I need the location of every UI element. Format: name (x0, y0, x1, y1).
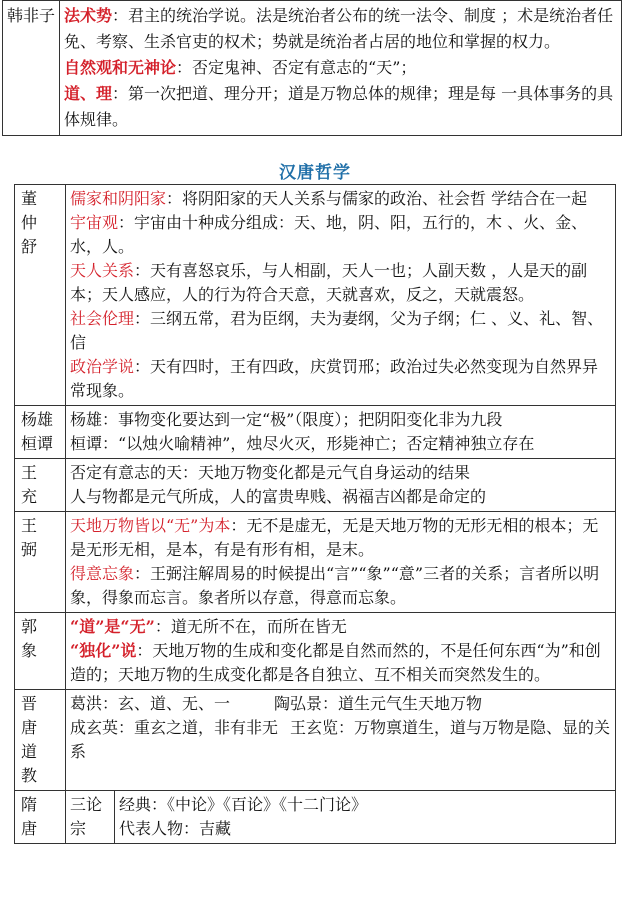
name-char: 董 (21, 189, 38, 208)
term-text: ：君主的统治学说。法是统治者公布的统一法令、制度 ；术是统治者任免、考察、生杀官吏的权术；势就是统治者占居的地位和掌握的权力。 (64, 6, 614, 51)
content-item: 王玄览：万物禀道生，道与万物是隐、显的关系 (70, 718, 611, 761)
philosopher-content (60, 1, 622, 136)
name-char: 道 (21, 742, 38, 761)
table-row (15, 512, 616, 613)
philosopher-name (15, 459, 66, 512)
term-text: ：道无所不在，而所在皆无 (154, 617, 347, 636)
term-label: “道”是“无” (70, 617, 155, 636)
name-char: 唐 (21, 718, 38, 737)
philosopher-name (15, 406, 66, 459)
term-label: 天地万物皆以“无”为本 (70, 516, 231, 535)
name-char: 晋 (21, 694, 38, 713)
philosopher-content (66, 512, 616, 613)
term-label: 社会伦理 (70, 309, 135, 328)
daoli-entry (64, 81, 617, 133)
name-text: 桓谭 (21, 434, 54, 453)
philosopher-name: 韩非子 (3, 1, 60, 136)
school-content (115, 791, 616, 844)
table-row (15, 791, 616, 844)
content-line: 杨雄：事物变化要达到一定“极”（限度）；把阴阳变化非为九段 (70, 410, 503, 429)
name-char: 弼 (21, 540, 38, 559)
name-char: 王 (21, 463, 38, 482)
name-text: 杨雄 (21, 410, 54, 429)
content-line: 人与物都是元气所成，人的富贵卑贱、祸福吉凶都是命定的 (70, 487, 487, 506)
content-line: 经典：《中论》《百论》《十二门论》 (119, 795, 368, 814)
philosopher-content (66, 185, 616, 406)
term-label: 法术势 (64, 6, 113, 25)
school-char: 三论 (70, 795, 103, 814)
name-char: 仲 (21, 213, 38, 232)
term-text: ：天地万物的生成和变化都是自然而然的，不是任何东西“为”和创造的；天地万物的生成变化都是各自独立、互不相关而突然发生的。 (70, 641, 601, 684)
content-line: 否定有意志的天：天地万物变化都是元气自身运动的结果 (70, 463, 471, 482)
term-label: 天人关系 (70, 261, 135, 280)
term-text: ：三纲五常，君为臣纲，夫为妻纲，父为子纲；仁 、义、礼、智、信 (70, 309, 604, 352)
term-text: ：将阴阳家的天人关系与儒家的政治、社会哲 学结合在一起 (166, 189, 588, 208)
philosopher-name (15, 791, 66, 844)
table-row (15, 690, 616, 791)
term-label: 政治学说 (70, 357, 135, 376)
table-row (15, 406, 616, 459)
philosopher-name (15, 613, 66, 690)
term-text: ：天有四时，王有四政，庆赏罚邢；政治过失必然变现为自然界异常现象。 (70, 357, 599, 400)
table-row (15, 459, 616, 512)
content-item: 陶弘景：道生元气生天地万物 (274, 694, 483, 713)
school-char: 宗 (70, 819, 87, 838)
philosopher-content (66, 406, 616, 459)
term-label: 宇宙观 (70, 213, 119, 232)
table-row (15, 185, 616, 406)
content-item: 成玄英：重玄之道，非有非无 (70, 718, 279, 737)
ziran-entry (64, 55, 617, 81)
philosopher-name (15, 512, 66, 613)
term-label: 自然观和无神论 (64, 58, 177, 77)
term-text: ：第一次把道、理分开；道是万物总体的规律；理是每 一具体事务的具体规律。 (64, 84, 614, 129)
school-name (66, 791, 115, 844)
name-char: 隋 (21, 795, 38, 814)
name-char: 舒 (21, 237, 38, 256)
name-char: 充 (21, 487, 38, 506)
content-item: 葛洪：玄、道、无、一 (70, 694, 231, 713)
name-char: 王 (21, 516, 38, 535)
term-text: ：宇宙由十种成分组成：天、地，阴、阳，五行的，木 、火、金、水，人。 (70, 213, 588, 256)
name-char: 象 (21, 641, 38, 660)
philosopher-name (15, 185, 66, 406)
term-text: ：否定鬼神、否定有意志的“天”； (176, 58, 417, 77)
term-label: 儒家和阴阳家 (70, 189, 167, 208)
han-tang-table (14, 184, 616, 844)
name-char: 郭 (21, 617, 38, 636)
philosopher-content (66, 459, 616, 512)
section-title: 汉唐哲学 (279, 163, 351, 183)
term-text: ：天有喜怒哀乐，与人相副，天人一也；人副天数 ，人是天的副本；天人感应，人的行为符合天意，天就喜欢，反之，天就震怒。 (70, 261, 588, 304)
term-text: ：王弼注解周易的时候提出“言”“象”“意”三者的关系；言者所以明象，得象而忘言。象者所以存意，得意而忘象。 (70, 564, 600, 607)
name-char: 唐 (21, 819, 38, 838)
term-text: ：无不是虚无，无是天地万物的无形无相的根本；无是无形无相，是本，有是有形有相，是末。 (70, 516, 599, 559)
content-line: 桓谭：“以烛火喻精神”，烛尽火灭，形毙神亡；否定精神独立存在 (70, 434, 535, 453)
table-row (15, 613, 616, 690)
hanfeizi-table (2, 0, 622, 136)
name-char: 教 (21, 766, 38, 785)
philosopher-content (66, 690, 616, 791)
fashushi-entry (64, 3, 617, 55)
term-label: 得意忘象 (70, 564, 135, 583)
philosopher-name (15, 690, 66, 791)
term-label: 道、理 (64, 84, 113, 103)
content-line: 代表人物：吉藏 (119, 819, 232, 838)
term-label: “独化”说 (70, 641, 137, 660)
philosopher-content (66, 613, 616, 690)
